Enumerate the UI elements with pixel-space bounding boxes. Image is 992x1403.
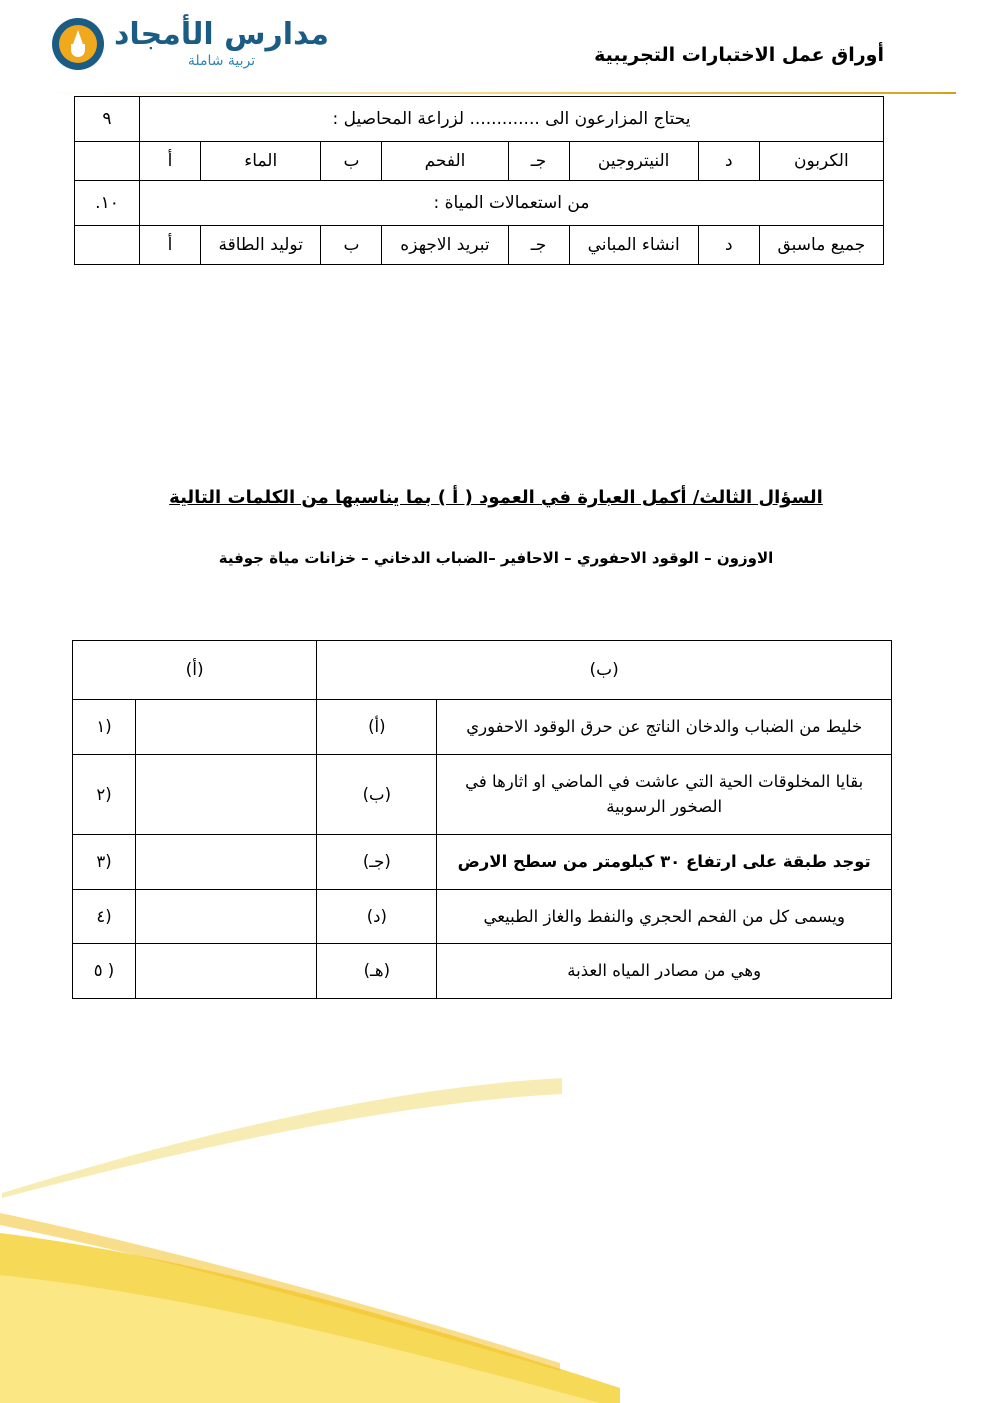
match-statement: وهي من مصادر المياه العذبة — [437, 944, 892, 999]
option-letter: د — [698, 142, 759, 181]
option-letter: جـ — [508, 142, 569, 181]
table-row — [73, 700, 892, 755]
match-letter: (ب) — [317, 754, 437, 834]
match-statement: ويسمى كل من الفحم الحجري والنفط والغاز الطبيعي — [437, 889, 892, 944]
option-text: تبريد الاجهزه — [382, 226, 508, 265]
match-number: (٤ — [73, 889, 136, 944]
table-header-row — [73, 641, 892, 700]
answer-blank[interactable] — [135, 754, 316, 834]
table-row — [73, 754, 892, 834]
match-statement: توجد طبقة على ارتفاع ٣٠ كيلومتر من سطح الارض — [437, 835, 892, 890]
match-statement: بقايا المخلوقات الحية التي عاشت في الماضي او اثارها في الصخور الرسوبية — [437, 754, 892, 834]
table-row — [75, 181, 884, 226]
column-header-b: (ب) — [317, 641, 892, 700]
decorative-swoosh-middle — [2, 1068, 562, 1198]
row-spacer — [75, 226, 140, 265]
page-title: أوراق عمل الاختبارات التجريبية — [594, 44, 884, 66]
table-row — [73, 889, 892, 944]
question3-heading-text: السؤال الثالث/ أكمل العبارة في العمود ( أ ) بما يناسبها من الكلمات التالية — [169, 487, 823, 508]
option-letter: أ — [140, 142, 201, 181]
answer-blank[interactable] — [135, 700, 316, 755]
matching-table-wrapper — [72, 640, 892, 999]
question-number: ١٠. — [75, 181, 140, 226]
option-letter: ب — [321, 142, 382, 181]
brand-text — [114, 19, 329, 68]
question-text: يحتاج المزارعون الى ............. لزراعة المحاصيل : — [140, 97, 884, 142]
mcq-table-wrapper — [74, 96, 884, 265]
table-row — [75, 97, 884, 142]
option-text: توليد الطاقة — [201, 226, 321, 265]
option-letter: ب — [321, 226, 382, 265]
matching-table — [72, 640, 892, 999]
match-number: ( ٥ — [73, 944, 136, 999]
option-letter: أ — [140, 226, 201, 265]
question-number: ٩ — [75, 97, 140, 142]
table-row — [73, 944, 892, 999]
option-text: النيتروجين — [569, 142, 698, 181]
option-text: الفحم — [382, 142, 508, 181]
match-letter: (أ) — [317, 700, 437, 755]
option-text: الماء — [201, 142, 321, 181]
decorative-swoosh-bottom — [0, 1213, 620, 1403]
match-letter: (جـ) — [317, 835, 437, 890]
water-drop-logo-icon — [52, 18, 104, 70]
option-text: الكربون — [759, 142, 883, 181]
match-letter: (د) — [317, 889, 437, 944]
mcq-table — [74, 96, 884, 265]
answer-blank[interactable] — [135, 835, 316, 890]
table-row — [75, 226, 884, 265]
page-header — [0, 0, 992, 96]
row-spacer — [75, 142, 140, 181]
match-statement: خليط من الضباب والدخان الناتج عن حرق الوقود الاحفوري — [437, 700, 892, 755]
match-number: (٢ — [73, 754, 136, 834]
question3-word-bank: الاوزون – الوقود الاحفوري – الاحافير –الضباب الدخاني – خزانات مياة جوفية — [218, 549, 774, 567]
question-text: من استعمالات المياة : — [140, 181, 884, 226]
option-text: انشاء المباني — [569, 226, 698, 265]
column-header-a: (أ) — [73, 641, 317, 700]
option-letter: جـ — [508, 226, 569, 265]
brand-logo-group — [52, 18, 329, 70]
option-text: جميع ماسبق — [759, 226, 883, 265]
answer-blank[interactable] — [135, 944, 316, 999]
match-number: (١ — [73, 700, 136, 755]
header-divider — [36, 92, 956, 94]
match-letter: (هـ) — [317, 944, 437, 999]
brand-tagline: تربية شاملة — [187, 52, 256, 69]
table-row — [75, 142, 884, 181]
match-number: (٣ — [73, 835, 136, 890]
answer-blank[interactable] — [135, 889, 316, 944]
brand-name: مدارس الأمجاد — [114, 17, 329, 53]
question3-heading — [0, 487, 992, 508]
option-letter: د — [698, 226, 759, 265]
table-row — [73, 835, 892, 890]
